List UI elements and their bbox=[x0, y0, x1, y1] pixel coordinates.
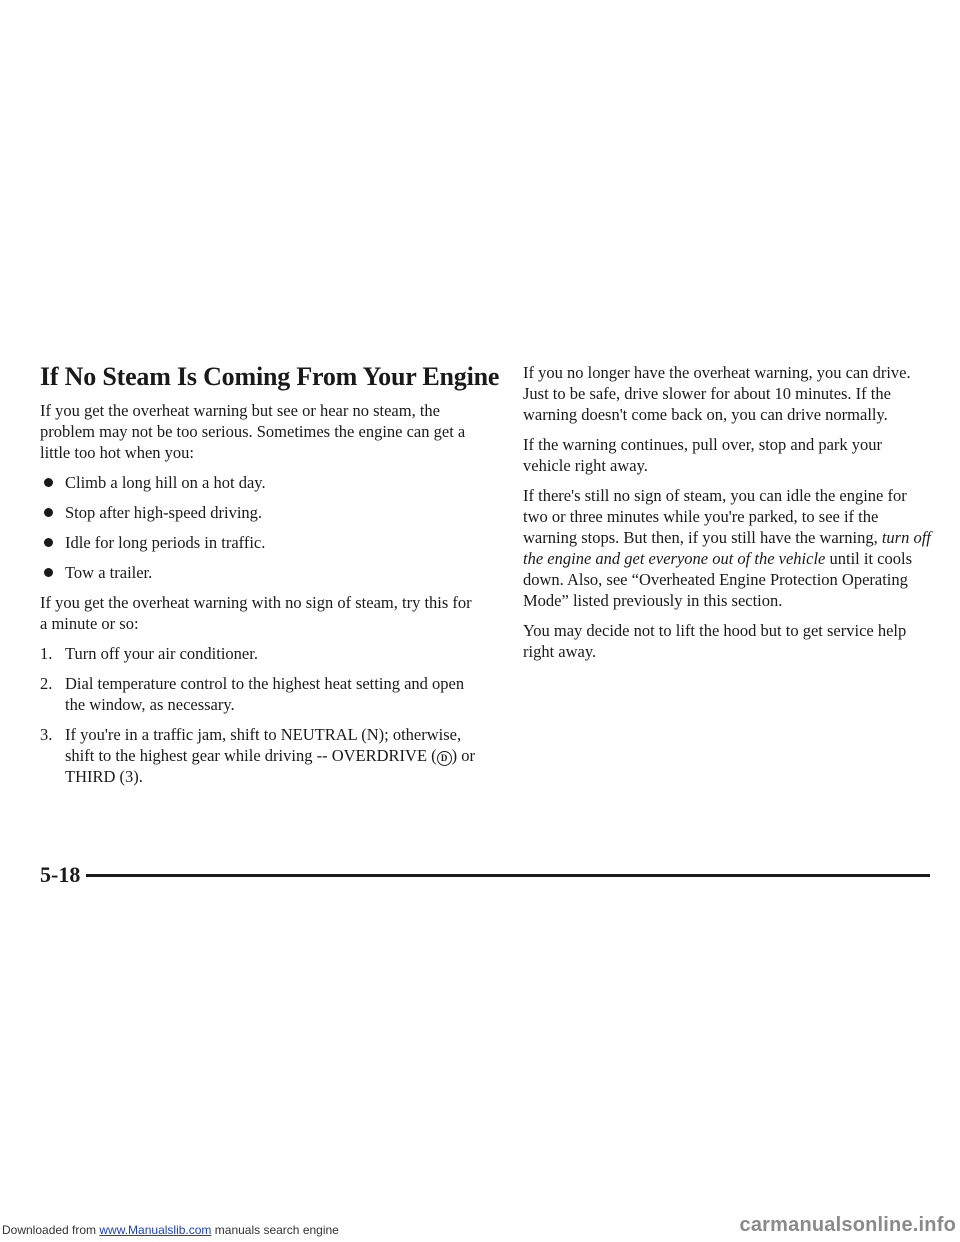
bullet-icon bbox=[44, 538, 53, 547]
paragraph-pull-over: If the warning continues, pull over, stop and park your vehicle right away. bbox=[523, 435, 883, 475]
step-item bbox=[40, 673, 480, 715]
steps-intro-paragraph: If you get the overheat warning with no sign of steam, try this for a minute or so: bbox=[40, 593, 472, 633]
step-number: 2. bbox=[40, 674, 53, 693]
left-column bbox=[40, 362, 500, 796]
bullet-icon bbox=[44, 508, 53, 517]
step-text: Dial temperature control to the highest heat setting and open the window, as necessary. bbox=[65, 674, 465, 714]
step-number: 1. bbox=[40, 644, 53, 663]
steps-list bbox=[40, 643, 480, 787]
intro-paragraph: If you get the overheat warning but see or hear no steam, the problem may not be too serious. Sometimes the engine can get a little too hot when you: bbox=[40, 401, 466, 462]
list-item bbox=[40, 502, 480, 523]
paragraph-idle-engine bbox=[523, 485, 933, 611]
paragraph-text: If there's still no sign of steam, you can idle the engine for two or three minutes while you're parked, to see if the warning stops. But then, if you still have the warning, bbox=[523, 486, 907, 547]
site-watermark: carmanualsonline.info bbox=[739, 1214, 956, 1236]
step-item bbox=[40, 724, 480, 787]
footer-rule bbox=[86, 874, 930, 877]
step-text: Turn off your air conditioner. bbox=[65, 644, 258, 663]
bullet-icon bbox=[44, 568, 53, 577]
paragraph-drive: If you no longer have the overheat warning, you can drive. Just to be safe, drive slower for about 10 minutes. If the warning doesn't come back on, you can drive normally. bbox=[523, 363, 911, 424]
watermark-suffix: manuals search engine bbox=[211, 1223, 339, 1237]
step-text-before: If you're in a traffic jam, shift to NEUTRAL (N); otherwise, shift to the highest gear while driving -- OVERDRIVE ( bbox=[65, 725, 462, 765]
list-item bbox=[40, 562, 480, 583]
bullet-icon bbox=[44, 478, 53, 487]
list-item bbox=[40, 472, 480, 493]
step-number: 3. bbox=[40, 725, 53, 744]
step-item bbox=[40, 643, 480, 664]
conditions-list bbox=[40, 472, 480, 583]
watermark-prefix: Downloaded from bbox=[2, 1223, 100, 1237]
warning-emphasis: turn off the engine and get everyone out of the vehicle bbox=[523, 528, 931, 568]
list-item bbox=[40, 532, 480, 553]
list-item-text: Idle for long periods in traffic. bbox=[65, 533, 266, 552]
list-item-text: Tow a trailer. bbox=[65, 563, 153, 582]
paragraph-service: You may decide not to lift the hood but to get service help right away. bbox=[523, 621, 907, 661]
paragraph-text: until it cools down. Also, see “Overheated Engine Protection Operating Mode” listed previously in this section. bbox=[523, 549, 912, 610]
list-item-text: Climb a long hill on a hot day. bbox=[65, 473, 266, 492]
overdrive-icon: D bbox=[437, 751, 452, 766]
section-heading: If No Steam Is Coming From Your Engine bbox=[40, 362, 500, 391]
list-item-text: Stop after high-speed driving. bbox=[65, 503, 263, 522]
right-column bbox=[523, 362, 933, 671]
step-text-after: ) or THIRD (3). bbox=[65, 746, 476, 786]
page-number: 5-18 bbox=[40, 862, 81, 887]
manualslib-link[interactable]: www.Manualslib.com bbox=[99, 1223, 212, 1237]
page-footer bbox=[40, 862, 930, 892]
